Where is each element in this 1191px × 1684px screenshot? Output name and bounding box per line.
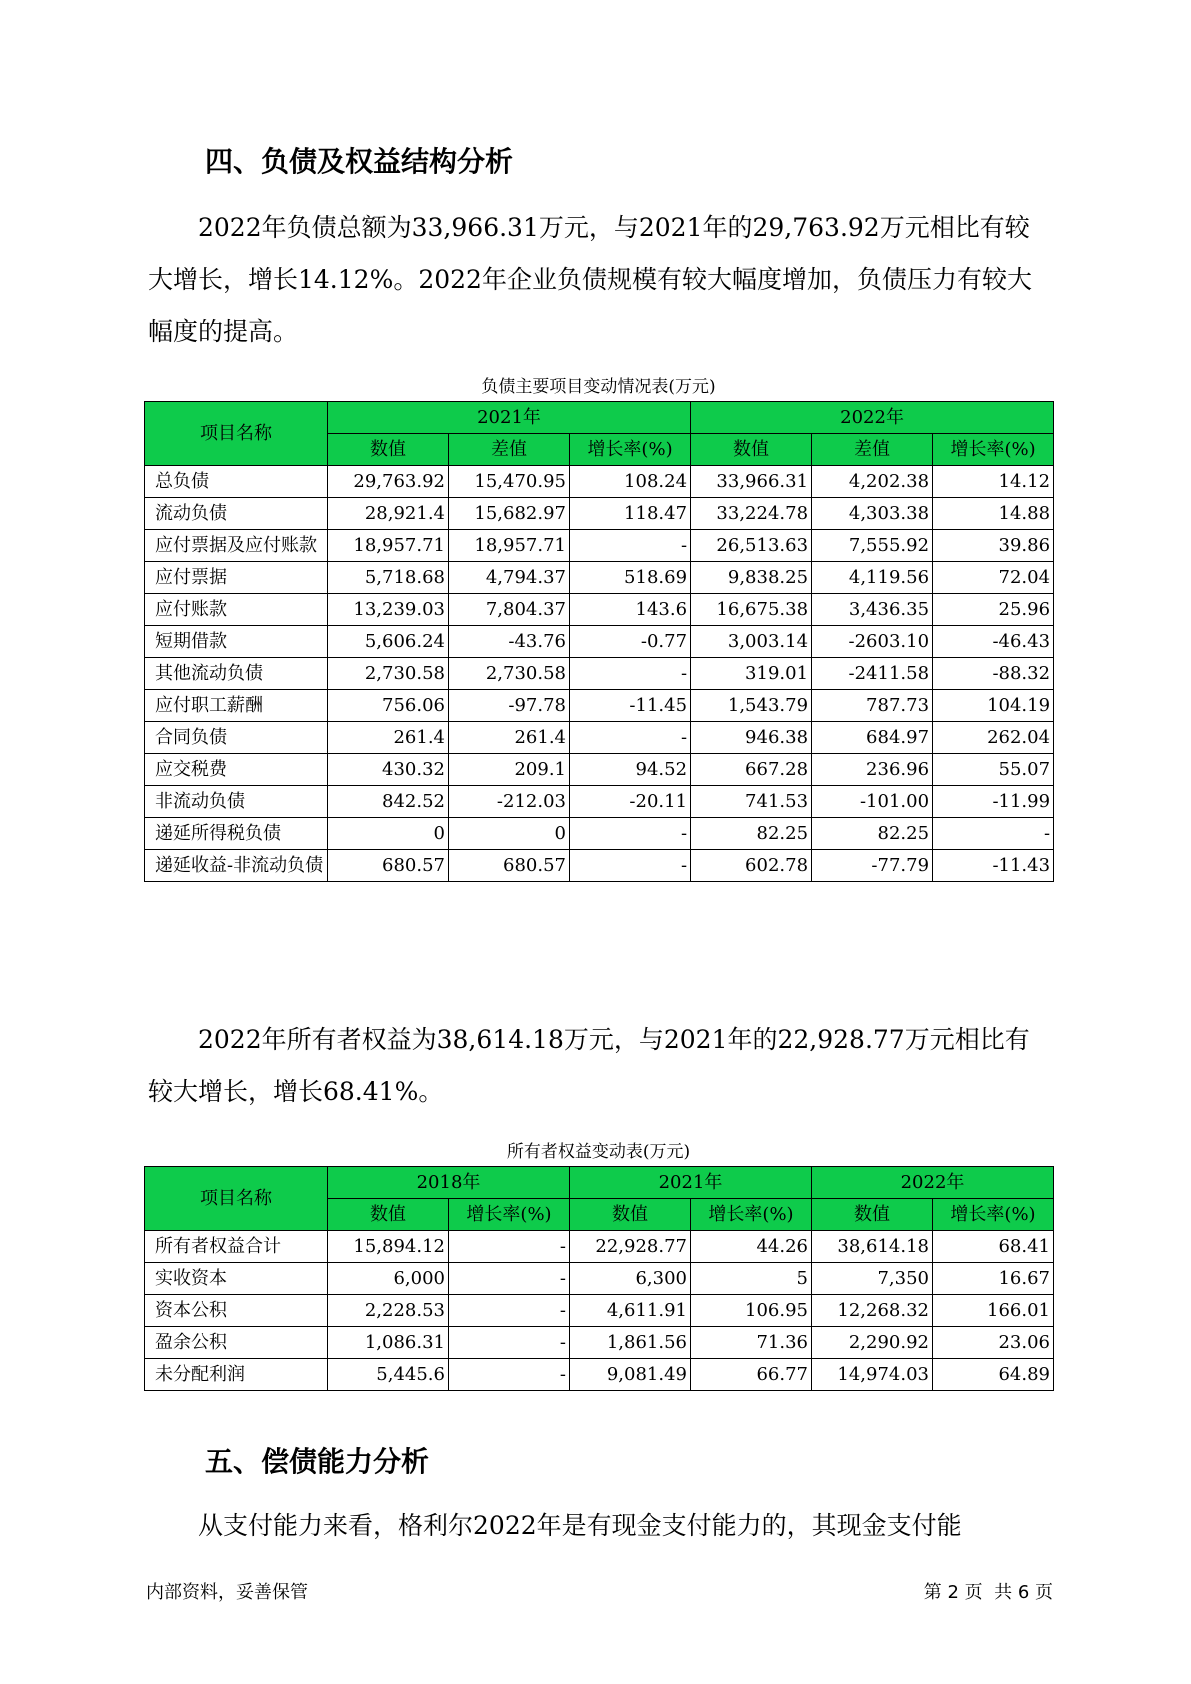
- row-label-cell: 流动负债: [145, 498, 328, 530]
- value-cell: 29,763.92: [328, 466, 449, 498]
- row-label-cell: 应交税费: [145, 754, 328, 786]
- value-cell: 842.52: [328, 786, 449, 818]
- value-cell: 319.01: [691, 658, 812, 690]
- value-cell: 18,957.71: [328, 530, 449, 562]
- table-row: [145, 530, 1054, 562]
- value-cell: 787.73: [812, 690, 933, 722]
- table-row: [145, 754, 1054, 786]
- value-cell: 5,606.24: [328, 626, 449, 658]
- value-cell: 106.95: [691, 1295, 812, 1327]
- table-row: [145, 850, 1054, 882]
- value-cell: 14.12: [933, 466, 1054, 498]
- value-cell: 6,000: [328, 1263, 449, 1295]
- value-cell: 14.88: [933, 498, 1054, 530]
- value-cell: 14,974.03: [812, 1359, 933, 1391]
- value-cell: 3,003.14: [691, 626, 812, 658]
- header-value: 数值: [328, 1199, 449, 1231]
- value-cell: -: [570, 818, 691, 850]
- value-cell: 1,861.56: [570, 1327, 691, 1359]
- value-cell: 2,228.53: [328, 1295, 449, 1327]
- header-value: 数值: [570, 1199, 691, 1231]
- value-cell: 71.36: [691, 1327, 812, 1359]
- value-cell: 33,224.78: [691, 498, 812, 530]
- value-cell: -2603.10: [812, 626, 933, 658]
- value-cell: 261.4: [328, 722, 449, 754]
- value-cell: -43.76: [449, 626, 570, 658]
- row-label-cell: 短期借款: [145, 626, 328, 658]
- value-cell: 118.47: [570, 498, 691, 530]
- value-cell: -: [449, 1263, 570, 1295]
- header-value: 数值: [812, 1199, 933, 1231]
- header-item-name: 项目名称: [145, 1167, 328, 1231]
- liability-table: [144, 401, 1054, 882]
- table-row: [145, 818, 1054, 850]
- row-label-cell: 总负债: [145, 466, 328, 498]
- table-row: [145, 722, 1054, 754]
- value-cell: -97.78: [449, 690, 570, 722]
- paragraph-liabilities-summary: 2022年负债总额为33,966.31万元，与2021年的29,763.92万元相比有较大增长，增长14.12%。2022年企业负债规模有较大幅度增加，负债压力有较大幅度的提高。: [148, 213, 1032, 346]
- value-cell: 82.25: [691, 818, 812, 850]
- value-cell: 166.01: [933, 1295, 1054, 1327]
- value-cell: 108.24: [570, 466, 691, 498]
- value-cell: 12,268.32: [812, 1295, 933, 1327]
- value-cell: -: [570, 658, 691, 690]
- paragraph-solvency: 从支付能力来看，格利尔2022年是有现金支付能力的，其现金支付能: [198, 1511, 962, 1540]
- equity-table: [144, 1166, 1054, 1391]
- value-cell: -: [449, 1327, 570, 1359]
- value-cell: 72.04: [933, 562, 1054, 594]
- value-cell: 22,928.77: [570, 1231, 691, 1263]
- table-row: [145, 594, 1054, 626]
- table-row: [145, 466, 1054, 498]
- table-row: [145, 658, 1054, 690]
- value-cell: -88.32: [933, 658, 1054, 690]
- value-cell: 25.96: [933, 594, 1054, 626]
- value-cell: 1,543.79: [691, 690, 812, 722]
- header-diff: 差值: [812, 434, 933, 466]
- value-cell: 26,513.63: [691, 530, 812, 562]
- value-cell: 55.07: [933, 754, 1054, 786]
- row-label-cell: 实收资本: [145, 1263, 328, 1295]
- table-row: [145, 498, 1054, 530]
- value-cell: -0.77: [570, 626, 691, 658]
- header-year-2021: 2021年: [570, 1167, 812, 1199]
- value-cell: 684.97: [812, 722, 933, 754]
- row-label-cell: 应付职工薪酬: [145, 690, 328, 722]
- value-cell: 16,675.38: [691, 594, 812, 626]
- footer-confidential-note: 内部资料，妥善保管: [146, 1582, 308, 1603]
- value-cell: 15,682.97: [449, 498, 570, 530]
- value-cell: 7,804.37: [449, 594, 570, 626]
- value-cell: 1,086.31: [328, 1327, 449, 1359]
- header-growth: 增长率(%): [449, 1199, 570, 1231]
- value-cell: -2411.58: [812, 658, 933, 690]
- header-year-2022: 2022年: [812, 1167, 1054, 1199]
- row-label-cell: 递延收益-非流动负债: [145, 850, 328, 882]
- value-cell: 741.53: [691, 786, 812, 818]
- row-label-cell: 应付票据: [145, 562, 328, 594]
- value-cell: 13,239.03: [328, 594, 449, 626]
- value-cell: 680.57: [328, 850, 449, 882]
- value-cell: 680.57: [449, 850, 570, 882]
- table-row: [145, 562, 1054, 594]
- row-label-cell: 递延所得税负债: [145, 818, 328, 850]
- value-cell: 39.86: [933, 530, 1054, 562]
- value-cell: 4,119.56: [812, 562, 933, 594]
- equity-table-caption: 所有者权益变动表(万元): [506, 1142, 691, 1162]
- table-row: [145, 786, 1054, 818]
- value-cell: 64.89: [933, 1359, 1054, 1391]
- value-cell: -11.43: [933, 850, 1054, 882]
- value-cell: 68.41: [933, 1231, 1054, 1263]
- value-cell: -: [933, 818, 1054, 850]
- header-growth: 增长率(%): [933, 1199, 1054, 1231]
- value-cell: 82.25: [812, 818, 933, 850]
- value-cell: 16.67: [933, 1263, 1054, 1295]
- header-year-2022: 2022年: [691, 402, 1054, 434]
- value-cell: 18,957.71: [449, 530, 570, 562]
- value-cell: 209.1: [449, 754, 570, 786]
- value-cell: 5: [691, 1263, 812, 1295]
- value-cell: -20.11: [570, 786, 691, 818]
- header-value: 数值: [328, 434, 449, 466]
- value-cell: -212.03: [449, 786, 570, 818]
- value-cell: 4,794.37: [449, 562, 570, 594]
- value-cell: 15,894.12: [328, 1231, 449, 1263]
- value-cell: -: [449, 1295, 570, 1327]
- value-cell: -77.79: [812, 850, 933, 882]
- value-cell: 44.26: [691, 1231, 812, 1263]
- header-value: 数值: [691, 434, 812, 466]
- row-label-cell: 其他流动负债: [145, 658, 328, 690]
- table-row: [145, 1263, 1054, 1295]
- header-item-name: 项目名称: [145, 402, 328, 466]
- value-cell: 667.28: [691, 754, 812, 786]
- value-cell: 0: [449, 818, 570, 850]
- value-cell: 23.06: [933, 1327, 1054, 1359]
- value-cell: 33,966.31: [691, 466, 812, 498]
- value-cell: 104.19: [933, 690, 1054, 722]
- row-label-cell: 未分配利润: [145, 1359, 328, 1391]
- value-cell: -11.99: [933, 786, 1054, 818]
- value-cell: -: [449, 1359, 570, 1391]
- table-row: [145, 1295, 1054, 1327]
- value-cell: -: [449, 1231, 570, 1263]
- value-cell: 756.06: [328, 690, 449, 722]
- value-cell: 143.6: [570, 594, 691, 626]
- value-cell: 7,350: [812, 1263, 933, 1295]
- value-cell: 430.32: [328, 754, 449, 786]
- value-cell: 9,838.25: [691, 562, 812, 594]
- value-cell: -11.45: [570, 690, 691, 722]
- value-cell: 261.4: [449, 722, 570, 754]
- value-cell: 4,611.91: [570, 1295, 691, 1327]
- value-cell: 28,921.4: [328, 498, 449, 530]
- header-growth: 增长率(%): [570, 434, 691, 466]
- section-heading-liabilities: 四、负债及权益结构分析: [205, 145, 514, 178]
- value-cell: 7,555.92: [812, 530, 933, 562]
- row-label-cell: 应付票据及应付账款: [145, 530, 328, 562]
- table-row: [145, 626, 1054, 658]
- value-cell: 0: [328, 818, 449, 850]
- value-cell: 9,081.49: [570, 1359, 691, 1391]
- value-cell: 4,303.38: [812, 498, 933, 530]
- table-row: [145, 690, 1054, 722]
- value-cell: -: [570, 850, 691, 882]
- table-row: [145, 1231, 1054, 1263]
- row-label-cell: 合同负债: [145, 722, 328, 754]
- row-label-cell: 资本公积: [145, 1295, 328, 1327]
- value-cell: 518.69: [570, 562, 691, 594]
- header-growth: 增长率(%): [691, 1199, 812, 1231]
- header-year-2021: 2021年: [328, 402, 691, 434]
- value-cell: 946.38: [691, 722, 812, 754]
- header-growth: 增长率(%): [933, 434, 1054, 466]
- value-cell: 5,445.6: [328, 1359, 449, 1391]
- footer-page-number: 第 2 页 共 6 页: [923, 1582, 1053, 1603]
- row-label-cell: 盈余公积: [145, 1327, 328, 1359]
- header-diff: 差值: [449, 434, 570, 466]
- value-cell: -46.43: [933, 626, 1054, 658]
- value-cell: 38,614.18: [812, 1231, 933, 1263]
- value-cell: 2,730.58: [449, 658, 570, 690]
- header-year-2018: 2018年: [328, 1167, 570, 1199]
- value-cell: -: [570, 530, 691, 562]
- value-cell: 3,436.35: [812, 594, 933, 626]
- section-heading-solvency: 五、偿债能力分析: [205, 1445, 430, 1478]
- value-cell: 5,718.68: [328, 562, 449, 594]
- value-cell: -101.00: [812, 786, 933, 818]
- value-cell: 2,290.92: [812, 1327, 933, 1359]
- value-cell: 602.78: [691, 850, 812, 882]
- value-cell: 6,300: [570, 1263, 691, 1295]
- table-row: [145, 1359, 1054, 1391]
- value-cell: 2,730.58: [328, 658, 449, 690]
- value-cell: 66.77: [691, 1359, 812, 1391]
- row-label-cell: 应付账款: [145, 594, 328, 626]
- paragraph-equity-summary: 2022年所有者权益为38,614.18万元，与2021年的22,928.77万元相比有较大增长，增长68.41%。: [148, 1025, 1030, 1106]
- row-label-cell: 非流动负债: [145, 786, 328, 818]
- liability-table-caption: 负债主要项目变动情况表(万元): [481, 377, 716, 397]
- value-cell: 262.04: [933, 722, 1054, 754]
- value-cell: 94.52: [570, 754, 691, 786]
- value-cell: 4,202.38: [812, 466, 933, 498]
- value-cell: 236.96: [812, 754, 933, 786]
- value-cell: 15,470.95: [449, 466, 570, 498]
- value-cell: -: [570, 722, 691, 754]
- row-label-cell: 所有者权益合计: [145, 1231, 328, 1263]
- table-row: [145, 1327, 1054, 1359]
